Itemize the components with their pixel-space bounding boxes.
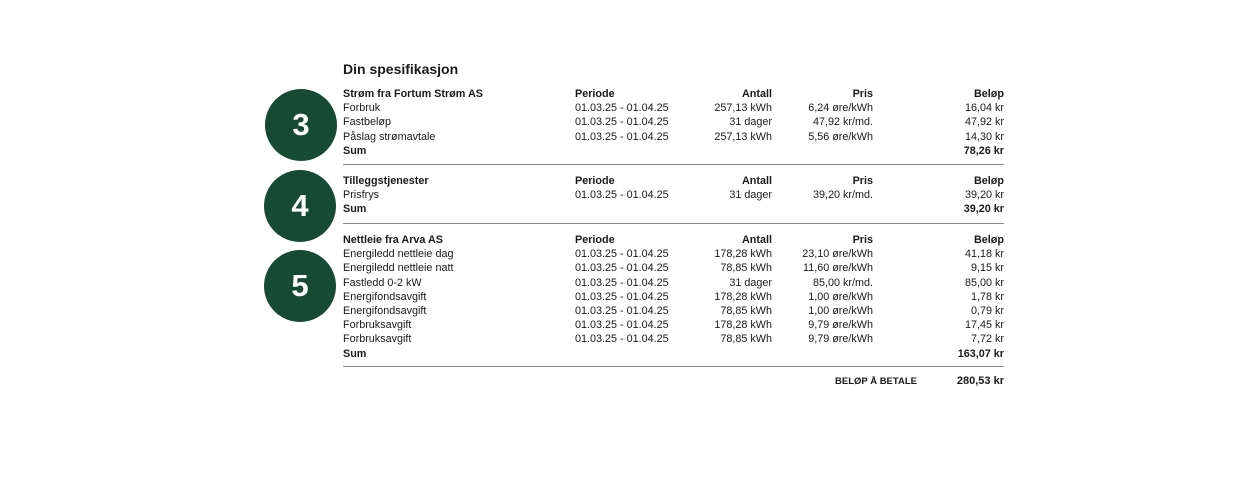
item-quantity: 78,85 kWh <box>720 304 772 317</box>
item-name: Forbruksavgift <box>343 319 412 332</box>
item-period: 01.03.25 - 01.04.25 <box>575 304 669 317</box>
section-divider <box>343 223 1004 224</box>
item-amount: 39,20 kr <box>964 189 1004 202</box>
item-name: Energifondsavgift <box>343 290 427 303</box>
item-quantity: 31 dager <box>729 116 772 129</box>
item-period: 01.03.25 - 01.04.25 <box>575 319 669 332</box>
item-price: 47,92 kr/md. <box>812 116 873 129</box>
item-amount: 1,78 kr <box>970 290 1004 303</box>
page-title: Din spesifikasjon <box>343 61 459 77</box>
column-header-period: Periode <box>575 175 615 187</box>
item-price: 5,56 øre/kWh <box>808 130 873 143</box>
item-quantity: 257,13 kWh <box>714 130 772 143</box>
item-period: 01.03.25 - 01.04.25 <box>575 276 669 289</box>
item-amount: 17,45 kr <box>964 319 1004 332</box>
item-quantity: 257,13 kWh <box>714 102 772 115</box>
line-item-row <box>343 318 1004 332</box>
item-quantity: 78,85 kWh <box>720 333 772 346</box>
item-period: 01.03.25 - 01.04.25 <box>575 248 669 261</box>
item-price: 39,20 kr/md. <box>812 189 873 202</box>
section-title: Nettleie fra Arva AS <box>343 234 444 246</box>
item-amount: 0,79 kr <box>970 304 1004 317</box>
item-amount: 41,18 kr <box>964 248 1004 261</box>
section-title: Tilleggstjenester <box>343 175 429 187</box>
sum-row <box>343 347 1004 361</box>
column-header-quantity: Antall <box>742 175 772 187</box>
item-quantity: 78,85 kWh <box>720 262 772 275</box>
step-badge-5: 5 <box>264 250 336 322</box>
item-name: Forbruksavgift <box>343 333 412 346</box>
item-name: Energiledd nettleie natt <box>343 262 454 275</box>
section-header-row <box>343 174 1004 188</box>
column-header-period: Periode <box>575 88 615 100</box>
column-header-price: Pris <box>852 88 873 100</box>
column-header-price: Pris <box>852 234 873 246</box>
line-item-row <box>343 247 1004 261</box>
section-divider <box>343 366 1004 367</box>
item-quantity: 178,28 kWh <box>714 290 772 303</box>
line-item-row <box>343 188 1004 202</box>
item-price: 85,00 kr/md. <box>812 276 873 289</box>
item-name: Forbruk <box>343 102 381 115</box>
sum-amount: 39,20 kr <box>963 203 1004 216</box>
item-quantity: 31 dager <box>729 189 772 202</box>
item-name: Prisfrys <box>343 189 379 202</box>
sum-amount: 163,07 kr <box>957 347 1004 360</box>
sum-label: Sum <box>343 203 367 216</box>
step-badge-3: 3 <box>265 89 337 161</box>
item-price: 9,79 øre/kWh <box>808 333 873 346</box>
item-period: 01.03.25 - 01.04.25 <box>575 262 669 275</box>
column-header-period: Periode <box>575 234 615 246</box>
item-amount: 47,92 kr <box>964 116 1004 129</box>
item-name: Energiledd nettleie dag <box>343 248 454 261</box>
item-quantity: 31 dager <box>729 276 772 289</box>
item-period: 01.03.25 - 01.04.25 <box>575 102 669 115</box>
item-price: 6,24 øre/kWh <box>808 102 873 115</box>
item-name: Påslag strømavtale <box>343 130 436 143</box>
item-period: 01.03.25 - 01.04.25 <box>575 116 669 129</box>
item-quantity: 178,28 kWh <box>714 319 772 332</box>
section-title: Strøm fra Fortum Strøm AS <box>343 88 483 100</box>
line-item-row <box>343 130 1004 144</box>
sum-row <box>343 144 1004 158</box>
column-header-amount: Beløp <box>974 88 1004 100</box>
item-period: 01.03.25 - 01.04.25 <box>575 189 669 202</box>
section-divider <box>343 164 1004 165</box>
line-item-row <box>343 332 1004 346</box>
section-header-row <box>343 87 1004 101</box>
item-price: 23,10 øre/kWh <box>802 248 873 261</box>
item-name: Fastledd 0-2 kW <box>343 276 422 289</box>
item-price: 9,79 øre/kWh <box>808 319 873 332</box>
item-name: Fastbeløp <box>343 116 392 129</box>
item-price: 1,00 øre/kWh <box>808 304 873 317</box>
column-header-quantity: Antall <box>742 88 772 100</box>
section-nettleie <box>343 233 1004 361</box>
item-price: 1,00 øre/kWh <box>808 290 873 303</box>
section-header-row <box>343 233 1004 247</box>
column-header-amount: Beløp <box>974 234 1004 246</box>
total-label: BELØP Å BETALE <box>835 376 917 387</box>
sum-amount: 78,26 kr <box>963 144 1004 157</box>
line-item-row <box>343 261 1004 275</box>
item-period: 01.03.25 - 01.04.25 <box>575 333 669 346</box>
section-tilleggstjenester <box>343 174 1004 217</box>
column-header-amount: Beløp <box>974 175 1004 187</box>
item-period: 01.03.25 - 01.04.25 <box>575 290 669 303</box>
item-period: 01.03.25 - 01.04.25 <box>575 130 669 143</box>
line-item-row <box>343 101 1004 115</box>
line-item-row <box>343 276 1004 290</box>
column-header-quantity: Antall <box>742 234 772 246</box>
item-amount: 9,15 kr <box>970 262 1004 275</box>
total-value: 280,53 kr <box>956 375 1004 387</box>
item-price: 11,60 øre/kWh <box>802 262 873 275</box>
line-item-row <box>343 290 1004 304</box>
step-badge-4: 4 <box>264 170 336 242</box>
item-name: Energifondsavgift <box>343 304 427 317</box>
column-header-price: Pris <box>852 175 873 187</box>
item-amount: 7,72 kr <box>970 333 1004 346</box>
item-quantity: 178,28 kWh <box>714 248 772 261</box>
item-amount: 85,00 kr <box>964 276 1004 289</box>
sum-row <box>343 202 1004 216</box>
item-amount: 16,04 kr <box>964 102 1004 115</box>
line-item-row <box>343 115 1004 129</box>
sum-label: Sum <box>343 347 367 360</box>
sum-label: Sum <box>343 144 367 157</box>
item-amount: 14,30 kr <box>964 130 1004 143</box>
line-item-row <box>343 304 1004 318</box>
section-fortum <box>343 87 1004 158</box>
